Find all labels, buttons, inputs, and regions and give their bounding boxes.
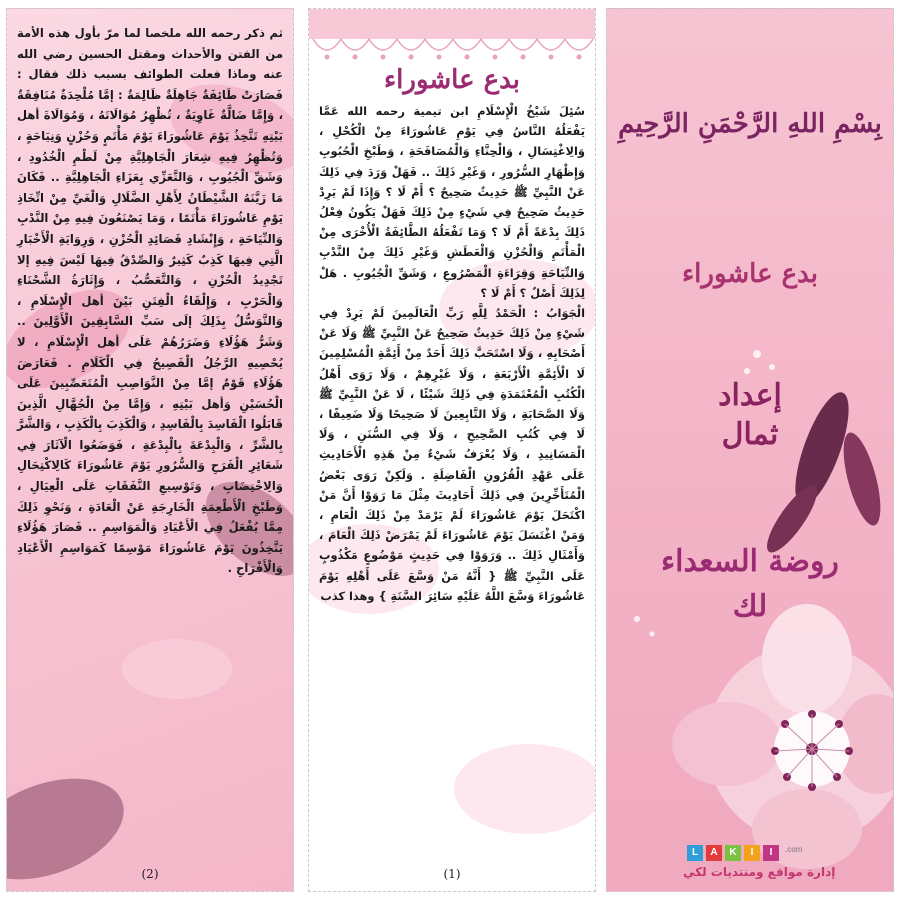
author-name: ثمال xyxy=(721,417,779,452)
logo-caption: إدارة مواقع ومنتديات لكي xyxy=(683,865,836,879)
page-number-left: (2) xyxy=(141,867,159,881)
dedication-line-2: لك xyxy=(732,589,768,624)
page-number-middle: (1) xyxy=(443,867,461,881)
question-paragraph: سُئِلَ شَيْخُ الْإِسْلَامِ ابن تيمية رحمه الله عَمَّا يَفْعَلُهُ النَّاسُ فِي يَوْمِ عَاشُورَاءَ مِنْ الْكُحْلِ ، وَالِاغْتِسَالِ ، وَالْحِنَّاءِ وَالْمُصَافَحَةِ ، وَطَبْخِ الْحُبُوبِ وَإِظْهَارِ السُّرُورِ ، وَغَيْرِ ذَلِكَ .. فَهَلْ وَرَدَ فِي ذَلِكَ عَنْ النَّبِيِّ ﷺ حَدِيثٌ صَحِيحٌ ؟ أَمْ لَا ؟ وَإِذَا لَمْ يَرِدْ حَدِيثٌ صَحِيحٌ فِي شَيْءٍ مِنْ ذَلِكَ فَهَلْ يَكُونُ فِعْلُ ذَلِكَ بِدْعَةً أَمْ لَا ؟ وَمَا تَفْعَلُهُ الطَّائِفَةُ الْأُخْرَى مِنْ الْمَأْتَمِ وَالْحُزْنِ وَالْعَطَشِ وَغَيْرِ ذَلِكَ مِنْ النَّدْبِ وَالنِّيَاحَةِ وَقِرَاءَةِ الْمَصْرُوعِ ، وَشَقِّ الْجُيُوبِ . هَلْ لِذَلِكَ أَصْلٌ ؟ أَمْ لَا ؟ xyxy=(319,104,585,300)
logo-letter: I xyxy=(763,845,779,861)
basmala: بِسْمِ اللهِ الرَّحْمَنِ الرَّحِيمِ xyxy=(618,109,882,139)
lakii-logo xyxy=(687,845,779,861)
left-paragraph: ثم ذكر رحمه الله ملخصا لما مرّ بأول هذه الأمة من الفتن والأحداث ومقتل الحسين رضي الله عنه وماذا فعلت الطوائف بسبب ذلك فقال : فَصَارَتْ طَائِفَةٌ جَاهِلَةٌ ظَالِمَةٌ : إمَّا مُلْحِدَةٌ مُنَافِقَةٌ ، وَإِمَّا ضَالَّةٌ غَاوِيَةٌ ، تُظْهِرُ مُوَالَاتَهُ ، وَمُوَالَاةَ أهل بَيْتِهِ تَتَّخِذُ يَوْمَ عَاشُورَاءَ يَوْمَ مَأْتَمٍ وَحُزْنٍ وَنِيَاحَةٍ ، وَتُظْهِرُ فِيهِ شِعَارَ الْجَاهِلِيَّةِ مِنْ لَطْمِ الْخُدُودِ ، وَشَقِّ الْجُيُوبِ ، وَالتَّعَزِّي بِعَزَاءِ الْجَاهِلِيَّةِ .. فَكَانَ مَا زَيَّنَهُ الشَّيْطَانُ لِأَهْلِ الضَّلَالِ وَالْغَيِّ مِنْ اتِّخَاذِ يَوْمِ عَاشُورَاءَ مَأْتَمًا ، وَمَا يَصْنَعُونَ فِيهِ مِنْ النَّدْبِ وَالنِّيَاحَةِ ، وَإِنْشَادِ قَصَائِدِ الْحُزْنِ ، وَرِوَايَةِ الْأَخْبَارِ الَّتِي فِيهَا كَذِبٌ كَثِيرٌ وَالصِّدْقُ فِيهَا لَيْسَ فِيهِ إلا تَجْدِيدُ الْحُزْنِ ، وَالتَّعَصُّبُ ، وَإِثَارَةُ الشَّحْنَاءِ وَالْحَرْبِ ، وَإِلْقَاءُ الْفِتَنِ بَيْنَ أهل الْإِسْلَامِ ، وَالتَّوَسُّلُ بِذَلِكَ إلَى سَبِّ السَّابِقِينَ الْأَوَّلِينَ .. وَشَرُّ هَؤُلَاءِ وَضَرَرُهُمْ عَلَى أهل الْإِسْلَامِ ، لا يُحْصِيهِ الرَّجُلُ الْفَصِيحُ فِي الْكَلَامِ . فَعَارَضَ هَؤُلَاءِ قَوْمٌ إمَّا مِنْ النَّوَاصِبِ الْمُتَعَصِّبِينَ عَلَى الْحُسَيْنِ وَأهل بَيْتِهِ ، وَإِمَّا مِنْ الْجُهَّالِ الَّذِينَ قَابَلُوا الْفَاسِدَ بِالْفَاسِدِ ، وَالْكَذِبَ بِالْكَذِبِ ، وَالشَّرَّ بِالشَّرِّ ، وَالْبِدْعَةَ بِالْبِدْعَةِ ، فَوَضَعُوا الْآثَارَ فِي شَعَائِرِ الْفَرَحِ وَالسُّرُورِ يَوْمَ عَاشُورَاءَ كَالِاكْتِحَالِ وَالِاخْتِضَابِ ، وَتَوْسِيعِ النَّفَقَاتِ عَلَى الْعِيَالِ ، وَطَبْخِ الْأَطْعِمَةِ الْخَارِجَةِ عَنْ الْعَادَةِ ، وَنَحْوِ ذَلِكَ مِمَّا يُفْعَلُ فِي الْأَعْيَادِ وَالْمَوَاسِمِ .. فَصَارَ هَؤُلَاءِ يَتَّخِذُونَ يَوْمَ عَاشُورَاءَ مَوْسِمًا كَمَوَاسِمِ الْأَعْيَادِ وَالْأَفْرَاحِ . xyxy=(17,26,283,576)
prepared-by-label: إعداد xyxy=(718,378,782,413)
middle-body-text xyxy=(319,101,585,606)
page-cover xyxy=(606,8,894,892)
answer-paragraph: الْجَوَابُ : الْحَمْدُ لِلَّهِ رَبِّ الْعَالَمِينَ لَمْ يَرِدْ فِي شَيْءٍ مِنْ ذَلِكَ حَدِيثٌ صَحِيحٌ عَنْ النَّبِيِّ ﷺ وَلَا عَنْ أَصْحَابِهِ ، وَلَا اسْتَحَبَّ ذَلِكَ أَحَدٌ مِنْ أَئِمَّةِ الْمُسْلِمِينَ لَا الْأَئِمَّةِ الْأَرْبَعَةِ ، وَلَا غَيْرِهِمْ ، وَلَا رَوَى أَهْلُ الْكُتُبِ الْمُعْتَمَدَةِ فِي ذَلِكَ شَيْئًا ، لَا عَنْ النَّبِيِّ ﷺ وَلَا الصَّحَابَةِ ، وَلَا التَّابِعِينَ لَا صَحِيحًا وَلَا ضَعِيفًا ، لَا فِي كُتُبِ الصَّحِيحِ ، وَلَا فِي السُّنَنِ ، وَلَا الْمَسَانِيدِ ، وَلَا يُعْرَفُ شَيْءٌ مِنْ هَذِهِ الْأَحَادِيثِ عَلَى عَهْدِ الْقُرُونِ الْفَاضِلَةِ . وَلَكِنْ رَوَى بَعْضُ الْمُتَأَخِّرِينَ فِي ذَلِكَ أَحَادِيثَ مِثْلَ مَا رَوَوْا أَنَّ مَنْ اكْتَحَلَ يَوْمَ عَاشُورَاءَ لَمْ يَرْمَدْ مِنْ ذَلِكَ الْعَامِ ، وَمَنْ اغْتَسَلَ يَوْمَ عَاشُورَاءَ لَمْ يَمْرَضْ ذَلِكَ الْعَامَ ، وَأَمْثَالِ ذَلِكَ .. وَرَوَوْا فِي حَدِيثٍ مَوْضُوعٍ مَكْذُوبٍ عَلَى النَّبِيِّ ﷺ { أَنَّهُ مَنْ وَسَّعَ عَلَى أَهْلِهِ يَوْمَ عَاشُورَاءَ وَسَّعَ اللَّهُ عَلَيْهِ سَائِرَ السَّنَةِ } وهذا كذب xyxy=(319,306,585,603)
logo-letter: L xyxy=(687,845,703,861)
left-body-text xyxy=(17,23,283,579)
logo-letter: K xyxy=(725,845,741,861)
page-title: بدع عاشوراء xyxy=(383,65,521,95)
big-flower xyxy=(672,604,894,869)
dedication-line-1: روضة السعداء xyxy=(661,544,839,579)
cover-title: بدع عاشوراء xyxy=(681,259,819,289)
logo-letter: I xyxy=(744,845,760,861)
logo-letter: A xyxy=(706,845,722,861)
logo-domain: .com xyxy=(785,845,803,854)
page-middle xyxy=(308,8,596,892)
page-left xyxy=(6,8,294,892)
